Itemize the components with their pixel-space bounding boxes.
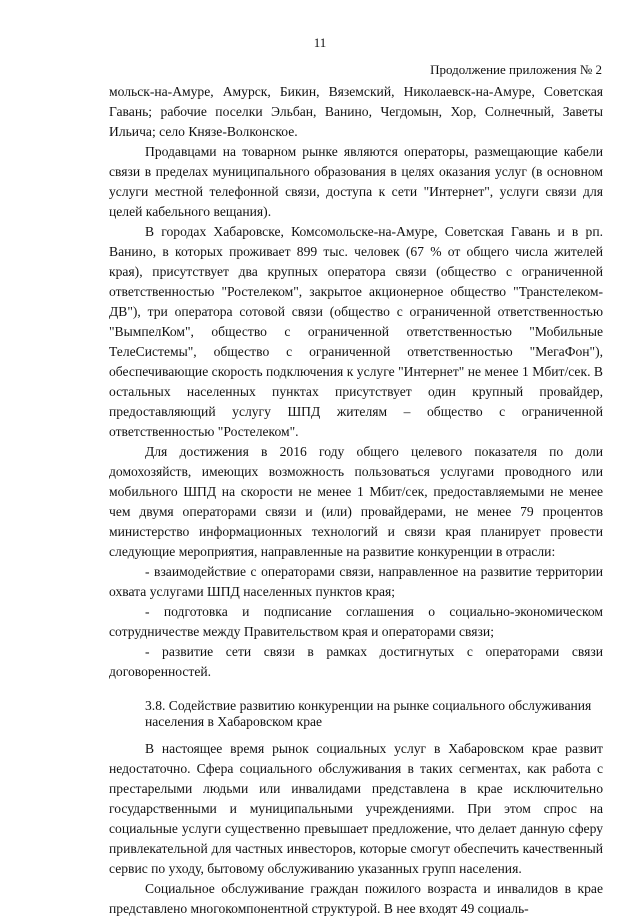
page-number: 11 xyxy=(313,35,327,50)
list-item: - развитие сети связи в рамках достигнутых с операторами связи договоренностей. xyxy=(109,644,603,679)
section-heading: 3.8. Содействие развитию конкуренции на рынке социального обслуживания населения в Хабаровском крае xyxy=(145,698,592,729)
appendix-note: Продолжение приложения № 2 xyxy=(430,62,602,77)
list-item: - подготовка и подписание соглашения о социально-экономическом сотрудничестве между Правительством края и операторами связи; xyxy=(109,604,603,639)
paragraph: В настоящее время рынок социальных услуг в Хабаровском крае развит недостаточно. Сфера социального обслуживания в таких сегментах, как работа с престарелыми людьми или инвалидами представлена в крае исключительно государственными и муниципальными учреждениями. При этом спрос на социальные услуги существенно превышает предложение, что делает данную сферу привлекательной для частных инвесторов, которые смогут обеспечить качественный сервис по уходу, бытовому обслуживанию указанных групп населения. xyxy=(109,741,603,876)
paragraph: Продавцами на товарном рынке являются операторы, размещающие кабели связи в пределах муниципального образования в целях оказания услуг (в основном услуги местной телефонной связи, доступа к сети "Интернет", услуги связи для целей кабельного вещания). xyxy=(109,144,603,219)
body-text xyxy=(109,82,603,919)
paragraph: В городах Хабаровске, Комсомольске-на-Амуре, Советская Гавань и в рп. Ванино, в которых проживает 899 тыс. человек (67 % от общего числа жителей края), присутствует два крупных оператора связи (общество с ограниченной ответственностью "Ростелеком", закрытое акционерное общество "Транстелеком-ДВ"), три оператора сотовой связи (общество с ограниченной ответственностью "ВымпелКом", общество с ограниченной ответственностью "Мобильные ТелеСистемы", общество с ограниченной ответственностью "МегаФон"), обеспечивающие скорость подключения к услуге "Интернет" не менее 1 Мбит/сек. В остальных населенных пунктах присутствует один крупный провайдер, предоставляющий услугу ШПД жителям – общество с ограниченной ответственностью "Ростелеком". xyxy=(109,224,603,439)
paragraph: Социальное обслуживание граждан пожилого возраста и инвалидов в крае представлено многокомпонентной структурой. В нее входят 49 социаль- xyxy=(109,881,603,916)
paragraph: Для достижения в 2016 году общего целевого показателя по доли домохозяйств, имеющих возможность пользоваться услугами проводного или мобильного ШПД на скорости не менее 1 Мбит/сек, предоставляемыми не менее чем двумя операторами связи и (или) провайдерами, не менее 79 процентов министерство информационных технологий и связи края планирует провести следующие мероприятия, направленные на развитие конкуренции в отрасли: xyxy=(109,444,603,559)
paragraph-continuation: мольск-на-Амуре, Амурск, Бикин, Вяземский, Николаевск-на-Амуре, Советская Гавань; рабочие поселки Эльбан, Ванино, Чегдомын, Хор, Солнечный, Заветы Ильича; село Князе-Волконское. xyxy=(109,84,603,139)
list-item: - взаимодействие с операторами связи, направленное на развитие территории охвата услугами ШПД населенных пунктов края; xyxy=(109,564,603,599)
